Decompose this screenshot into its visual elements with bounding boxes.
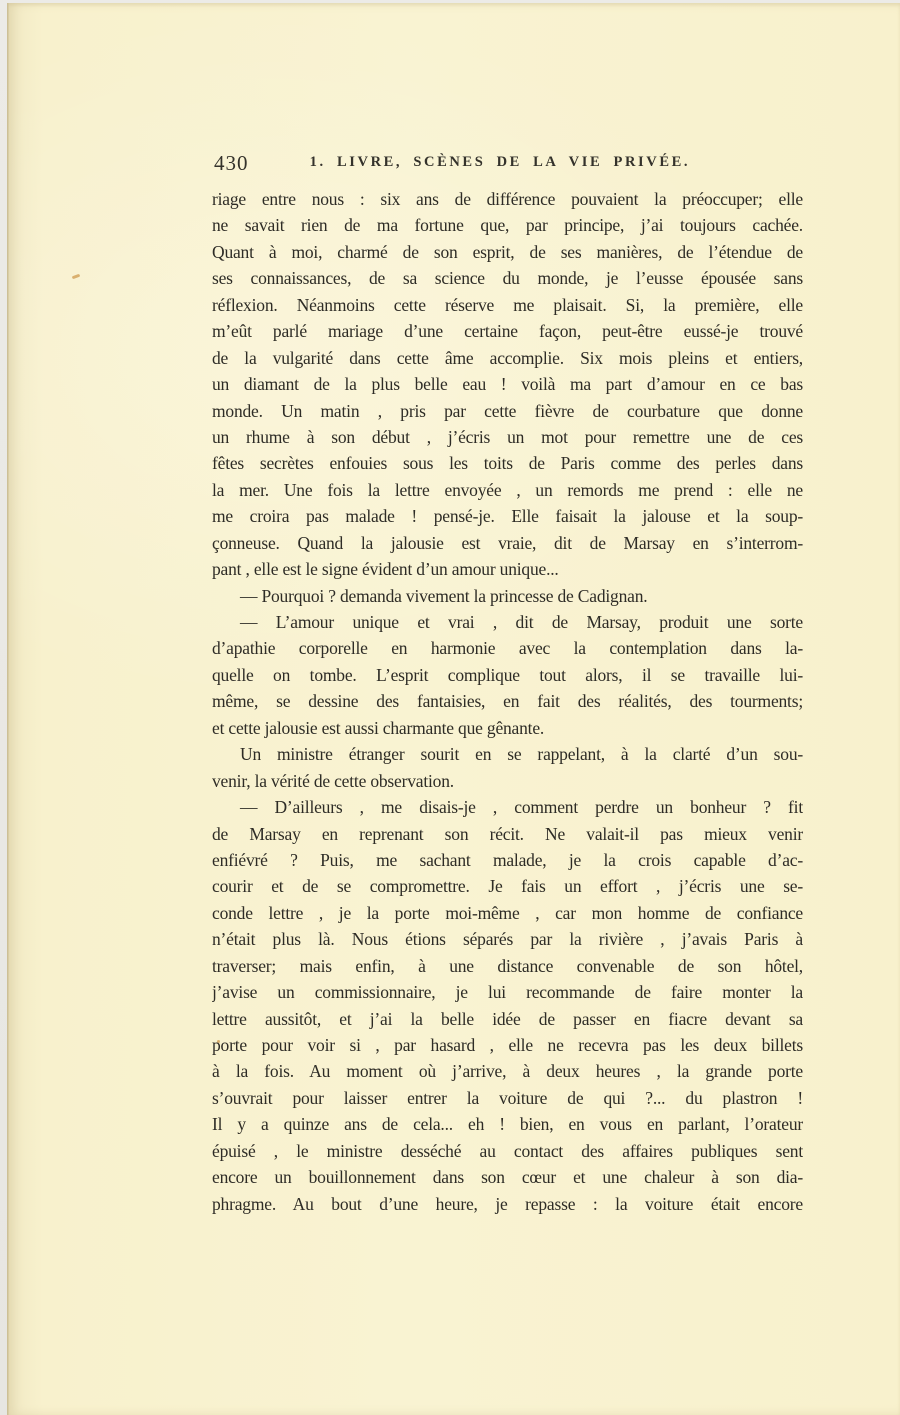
page-header — [212, 151, 803, 175]
text-line: venir, la vérité de cette observation. — [212, 770, 454, 791]
text-line: enfiévré ? Puis, me sachant malade, je la crois capable d’ac- — [212, 849, 803, 870]
page-number: 430 — [214, 151, 249, 175]
page-body-text — [212, 186, 803, 1217]
page-content — [212, 151, 803, 1217]
text-line: phragme. Au bout d’une heure, je repasse : la voiture était encore — [212, 1193, 803, 1214]
paper-speck — [72, 274, 81, 280]
text-line: la mer. Une fois la lettre envoyée , un remords me prend : elle ne — [212, 479, 803, 500]
text-line: — D’ailleurs , me disais-je , comment perdre un bonheur ? fit — [240, 797, 803, 818]
text-line: s’ouvrait pour laisser entrer la voiture de qui ?... du plastron ! — [212, 1087, 803, 1108]
text-line: à la fois. Au moment où j’arrive, à deux heures , la grande porte — [212, 1061, 803, 1082]
running-header: 1. LIVRE, SCÈNES DE LA VIE PRIVÉE. — [309, 154, 691, 170]
text-line: ne savait rien de ma fortune que, par principe, j’ai toujours cachée. — [212, 215, 803, 236]
text-line: fêtes secrètes enfouies sous les toits de Paris comme des perles dans — [212, 453, 803, 474]
text-line: de Marsay en reprenant son récit. Ne valait-il pas mieux venir — [212, 823, 803, 844]
text-line: me croira pas malade ! pensé-je. Elle faisait la jalouse et la soup- — [212, 506, 803, 527]
text-line: courir et de se compromettre. Je fais un effort , j’écris une se- — [212, 876, 803, 897]
text-line: un rhume à son début , j’écris un mot pour remettre une de ces — [212, 426, 803, 447]
text-line: porte pour voir si , par hasard , elle ne recevra pas les deux billets — [212, 1035, 803, 1055]
text-line: Quant à moi, charmé de son esprit, de ses manières, de l’étendue de — [212, 241, 803, 262]
text-line: quelle on tombe. L’esprit complique tout alors, il se travaille lui- — [212, 664, 803, 685]
text-line: même, se dessine des fantaisies, en fait des réalités, des tourments; — [212, 691, 803, 712]
text-line: d’apathie corporelle en harmonie avec la contemplation dans la- — [212, 638, 803, 659]
text-line: m’eût parlé mariage d’une certaine façon, peut-être eussé-je trouvé — [212, 321, 803, 342]
text-line: lettre aussitôt, et j’ai la belle idée de passer en fiacre devant sa — [212, 1008, 803, 1029]
text-line: — L’amour unique et vrai , dit de Marsay, produit une sorte — [240, 612, 803, 632]
text-line: un diamant de la plus belle eau ! voilà ma part d’amour en ce bas — [212, 374, 803, 395]
text-line: pant , elle est le signe évident d’un amour unique... — [212, 559, 559, 580]
text-line: riage entre nous : six ans de différence pouvaient la préoccuper; elle — [212, 189, 803, 209]
text-line: Il y a quinze ans de cela... eh ! bien, en vous en parlant, l’orateur — [212, 1114, 803, 1135]
text-line: conde lettre , je la porte moi-même , car mon homme de confiance — [212, 902, 803, 923]
text-line: et cette jalousie est aussi charmante que gênante. — [212, 717, 545, 738]
text-line: traverser; mais enfin, à une distance convenable de son hôtel, — [212, 955, 803, 976]
book-page-scan — [7, 3, 900, 1415]
text-line: ses connaissances, de sa science du monde, je l’eusse épousée sans — [212, 268, 803, 289]
text-line: monde. Un matin , pris par cette fièvre de courbature que donne — [212, 400, 803, 421]
text-line: encore un bouillonnement dans son cœur et une chaleur à son dia- — [212, 1167, 803, 1188]
text-line: n’était plus là. Nous étions séparés par la rivière , j’avais Paris à — [212, 929, 803, 950]
text-line: — Pourquoi ? demanda vivement la princesse de Cadignan. — [240, 585, 648, 606]
text-line: j’avise un commissionnaire, je lui recommande de faire monter la — [212, 982, 803, 1003]
text-line: épuisé , le ministre desséché au contact des affaires publiques sent — [212, 1140, 803, 1161]
text-line: de la vulgarité dans cette âme accomplie. Six mois pleins et entiers, — [212, 347, 803, 368]
text-line: çonneuse. Quand la jalousie est vraie, dit de Marsay en s’interrom- — [212, 532, 803, 553]
text-line: réflexion. Néanmoins cette réserve me plaisait. Si, la première, elle — [212, 294, 803, 315]
text-line: Un ministre étranger sourit en se rappelant, à la clarté d’un sou- — [240, 744, 803, 765]
